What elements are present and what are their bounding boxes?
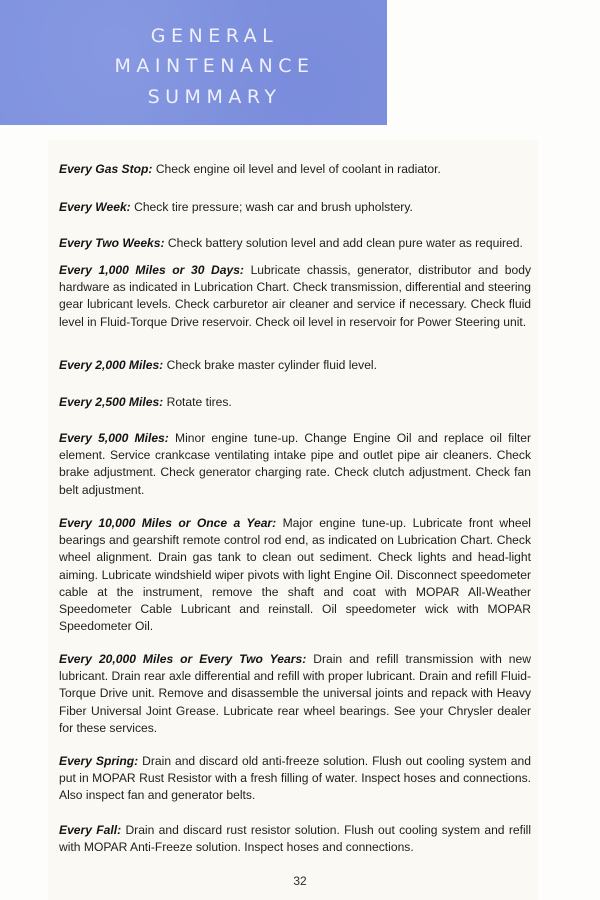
interval-instructions: Lubricate chassis, generator, distributor and body hardware as indicated in Lubrication Chart. Check transmission, differential and steering gear lubricant levels. Check carburetor air cleaner and service if necessary. Check fluid level in Fluid-Torque Drive reservoir. Check oil level in reservoir for Power Steering unit. <box>59 263 531 329</box>
interval-label: Every 20,000 Miles or Every Two Years: <box>59 652 307 666</box>
title-line-maintenance: MAINTENANCE <box>114 55 315 77</box>
schedule-entry-spring <box>59 753 531 805</box>
interval-instructions: Drain and discard old anti-freeze solution. Flush out cooling system and put in MOPAR Rust Resistor with a fresh filling of water. Inspect hoses and connections. Also inspect fan and generator belts. <box>59 754 531 803</box>
schedule-entry-two-weeks <box>59 235 531 252</box>
schedule-entry-20000-miles <box>59 651 531 737</box>
schedule-entry-fall <box>59 822 531 856</box>
interval-instructions: Drain and refill transmission with new lubricant. Drain rear axle differential and refill with proper lubricant. Drain and refill Fluid-Torque Drive unit. Remove and disassemble the universal joints and repack with Heavy Fiber Universal Joint Grease. Lubricate rear wheel bearings. See your Chrysler dealer for these services. <box>59 652 531 735</box>
interval-instructions: Minor engine tune-up. Change Engine Oil and replace oil filter element. Service crankcase ventilating intake pipe and outlet pipe air cleaners. Check brake adjustment. Check generator charging rate. Check clutch adjustment. Check fan belt adjustment. <box>59 431 531 497</box>
schedule-entry-10000-miles <box>59 515 531 635</box>
section-title-banner <box>0 0 387 125</box>
page-number: 32 <box>293 874 307 888</box>
title-line-summary: SUMMARY <box>147 86 282 108</box>
interval-label: Every Two Weeks: <box>59 236 165 250</box>
schedule-entry-gas-stop <box>59 161 531 178</box>
interval-label: Every 2,500 Miles: <box>59 395 164 409</box>
interval-label: Every Spring: <box>59 754 139 768</box>
interval-instructions: Check tire pressure; wash car and brush upholstery. <box>134 200 413 214</box>
interval-label: Every 5,000 Miles: <box>59 431 169 445</box>
interval-instructions: Check brake master cylinder fluid level. <box>166 358 377 372</box>
interval-label: Every 1,000 Miles or 30 Days: <box>59 263 244 277</box>
interval-label: Every Gas Stop: <box>59 162 153 176</box>
interval-instructions: Drain and discard rust resistor solution. Flush out cooling system and refill with MOPAR Anti-Freeze solution. Inspect hoses and connections. <box>59 823 532 855</box>
interval-instructions: Check engine oil level and level of coolant in radiator. <box>155 162 441 176</box>
interval-instructions: Major engine tune-up. Lubricate front wheel bearings and gearshift remote control rod end, as indicated on Lubrication Chart. Check wheel alignment. Drain gas tank to clean out sediment. Check lights and head-light aiming. Lubricate windshield wiper pivots with light Engine Oil. Disconnect speedometer cable at the instrument, remove the shaft and coat with MOPAR All-Weather Speedometer Cable Lubricant and reinstall. Oil speedometer wick with MOPAR Speedometer Oil. <box>59 516 531 634</box>
interval-label: Every 10,000 Miles or Once a Year: <box>59 516 277 530</box>
interval-instructions: Check battery solution level and add clean pure water as required. <box>167 236 523 250</box>
interval-label: Every Fall: <box>59 823 122 837</box>
schedule-entry-week <box>59 199 531 216</box>
interval-label: Every 2,000 Miles: <box>59 358 164 372</box>
interval-label: Every Week: <box>59 200 131 214</box>
schedule-entry-5000-miles <box>59 430 531 499</box>
schedule-entry-2500-miles <box>59 394 531 411</box>
title-line-general: GENERAL <box>150 25 279 47</box>
schedule-entry-2000-miles <box>59 357 531 374</box>
interval-instructions: Rotate tires. <box>166 395 232 409</box>
schedule-entry-1000-miles <box>59 262 531 331</box>
